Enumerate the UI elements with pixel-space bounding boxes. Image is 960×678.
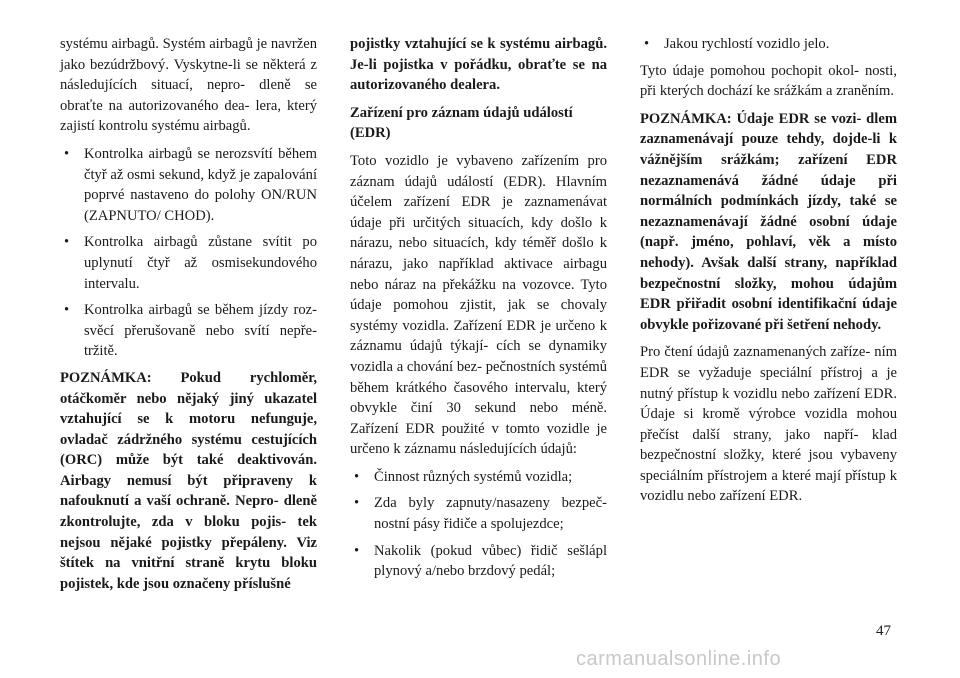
column-middle [350,34,607,588]
list-item: • Kontrolka airbagů se nerozsvítí během čtyř až osmi sekund, když je zapalování poprvé nastaveno do polohy ON/RUN (ZAPNUTO/ CHOD). [60,144,317,226]
edr-data-list [350,467,607,582]
airbag-warning-list [60,144,317,362]
list-item: • Jakou rychlostí vozidlo jelo. [640,34,897,55]
intro-paragraph: systému airbagů. Systém airbagů je navržen jako bezúdržbový. Vyskytne-li se některá z následujících situací, nepro- dleně se obraťte na autorizovaného dea- lera, který zajistí kontrolu systému airbagů. [60,36,317,135]
list-item: • Zda byly zapnuty/nasazeny bezpeč- nostní pásy řidiče a spolujezdce; [350,493,607,534]
watermark-text: carmanualsonline.info [576,648,782,670]
section-heading: Zařízení pro záznam údajů událostí (EDR) [350,104,573,142]
edr-paragraph: Toto vozidlo je vybaveno zařízením pro záznam údajů událostí (EDR). Hlavním účelem zařízení EDR je zaznamenávat údaje při určitých situacích, kdy došlo k nárazu, nebo situacích, kdy téměř došlo k nárazu, jako například aktivace airbagu nebo náraz na překážku na vozovce. Tyto údaje pomohou zjistit, jak se chovaly systémy vozidla. Zařízení EDR je určeno k záznamu údajů týkají- cích se dynamiky vozidla a chování bez- pečnostních systémů během krátkého časového intervalu, který obvykle činí 30 sekund nebo méně. Zařízení EDR použité v tomto vozidle je určeno k záznamu následujících údajů: [350,152,607,458]
list-item: • Činnost různých systémů vozidla; [350,467,607,488]
note-paragraph: POZNÁMKA: Pokud rychloměr, otáčkoměr nebo nějaký jiný ukazatel vztahující se k motoru nefunguje, ovladač zádržného systému cestujících (ORC) může být také deaktivován. Airbagy nemusí být připraveny k nafouknutí a vaší ochraně. Nepro- dleně zkontrolujte, zda v bloku pojis- tek nejsou nějaké pojistky přepáleny. Viz štítek na vnitřní straně krytu bloku pojistek, kde jsou označeny příslušné [60,369,317,592]
list-item: • Nakolik (pokud vůbec) řidič sešlápl plynový a/nebo brzdový pedál; [350,541,607,582]
page-number: 47 [876,623,891,639]
purpose-paragraph: Tyto údaje pomohou pochopit okol- nosti, při kterých dochází ke srážkám a zraněním. [640,62,897,100]
column-left [60,34,317,601]
edr-data-list-cont [640,34,897,55]
note-continuation: pojistky vztahující se k systému airbagů. Je-li pojistka v pořádku, obraťte se na autorizovaného dealera. [350,36,607,94]
list-item: • Kontrolka airbagů zůstane svítit po uplynutí čtyř až osmisekundového intervalu. [60,232,317,294]
reading-paragraph: Pro čtení údajů zaznamenaných zaříze- ním EDR se vyžaduje speciální přístroj a je nutný přístup k vozidlu nebo zařízení EDR. Údaje si kromě výrobce vozidla mohou přečíst další strany, jako napří- klad bezpečnostní složky, které jsou vybaveny speciálním přístrojem a které mají přístup k vozidlu nebo zařízení EDR. [640,344,897,505]
note-paragraph: POZNÁMKA: Údaje EDR se vozi- dlem zaznamenávají pouze tehdy, dojde-li k vážnějším srážkám; zařízení EDR nezaznamenává žádné údaje při normálních podmínkách jízdy, také se nezaznamenávají žádné osobní údaje (např. jméno, pohlaví, věk a místo nehody). Avšak další strany, například bezpečnostní složky, mohou údajům EDR přiřadit osobní identifikační údaje obvykle pořizované při šetření nehody. [640,110,897,333]
column-right [640,34,897,514]
list-item: • Kontrolka airbagů se během jízdy roz- svěcí přerušovaně nebo svítí nepře- tržitě. [60,300,317,362]
